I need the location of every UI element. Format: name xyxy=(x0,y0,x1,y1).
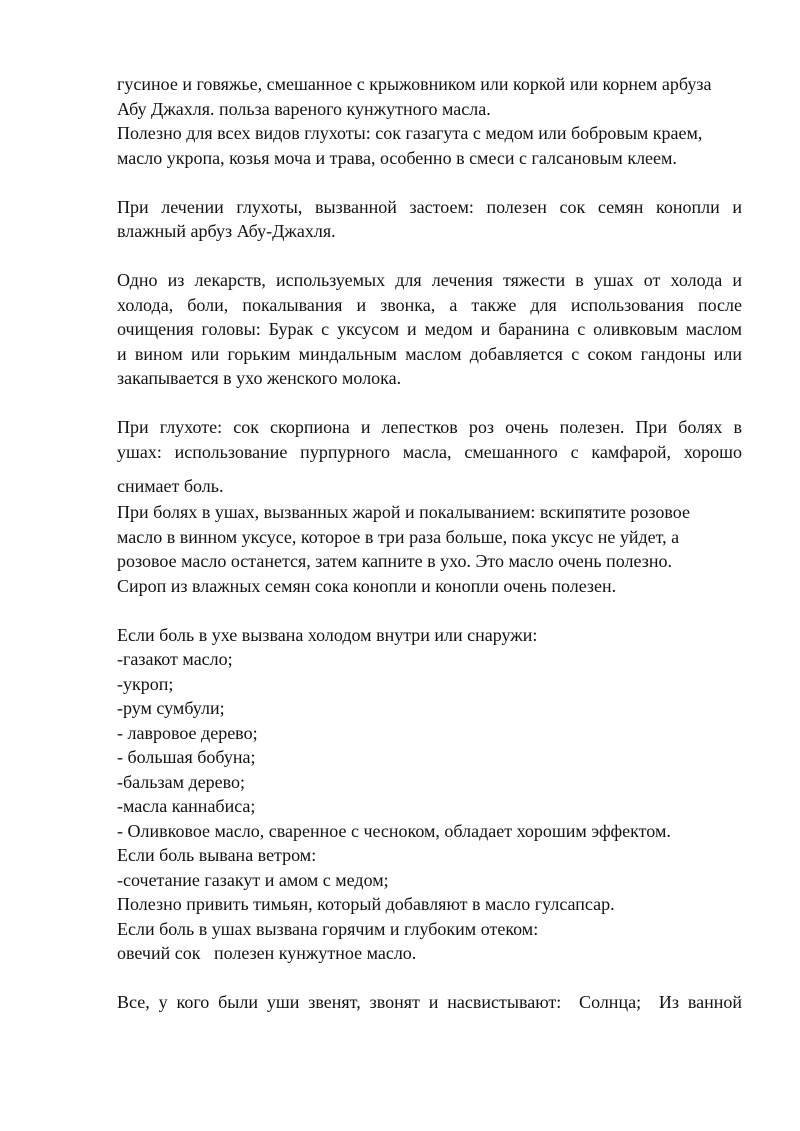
list-item: - большая бобуна; xyxy=(117,747,256,767)
text-line: и вином или горьким миндальным маслом добавляется с соком гандоны или xyxy=(117,343,742,364)
text-line: Одно из лекарств, используемых для лечения тяжести в ушах от холода и xyxy=(117,270,742,290)
list-item: -укроп; xyxy=(117,673,174,694)
text-line: влажный арбуз Абу-Джахля. xyxy=(117,221,336,241)
text-line: Если боль в ухе вызвана холодом внутри или снаружи: xyxy=(117,624,538,645)
text-line: Полезно для всех видов глухоты: сок газагута с медом или бобровым краем, xyxy=(117,123,703,143)
text-line: закапывается в ухо женского молока. xyxy=(117,368,402,388)
paragraph-4 xyxy=(117,415,742,598)
list-item: -сочетание газакут и амом с медом; xyxy=(117,869,389,890)
text-line: холода, боли, покалывания и звонка, а также для использования после xyxy=(117,294,742,315)
paragraph-2 xyxy=(117,195,742,244)
list-item: -газакот масло; xyxy=(117,649,233,669)
paragraph-3 xyxy=(117,268,742,391)
paragraph-5 xyxy=(117,623,742,966)
paragraph-1 xyxy=(117,72,742,170)
list-item: -бальзам дерево; xyxy=(117,771,245,792)
text-line: Абу Джахля. польза вареного кунжутного масла. xyxy=(117,98,491,119)
list-item: -масла каннабиса; xyxy=(117,796,256,816)
text-line: При глухоте: сок скорпиона и лепестков роз очень полезен. При болях в xyxy=(117,417,742,437)
text-line: При болях в ушах, вызванных жарой и покалыванием: вскипятите розовое xyxy=(117,502,691,522)
text-line: Сироп из влажных семян сока конопли и конопли очень полезен. xyxy=(117,575,617,596)
text-line: очищения головы: Бурак с уксусом и медом и баранина с оливковым маслом xyxy=(117,319,742,339)
list-item: -рум сумбули; xyxy=(117,698,225,718)
text-line: розовое масло останется, затем капните в ухо. Это масло очень полезно. xyxy=(117,551,672,571)
document-page xyxy=(117,72,742,1015)
text-line: Если боль вывана ветром: xyxy=(117,845,317,865)
list-item: - лавровое дерево; xyxy=(117,722,258,743)
text-line: масло укропа, козья моча и трава, особенно в смеси с галсановым клеем. xyxy=(117,147,677,168)
text-line: Если боль в ушах вызвана горячим и глубоким отеком: xyxy=(117,918,539,939)
text-line: Полезно привить тимьян, который добавляют в масло гулсапсар. xyxy=(117,894,615,914)
text-line: При лечении глухоты, вызванной застоем: полезен сок семян конопли и xyxy=(117,196,742,217)
text-line: овечий сок полезен кунжутное масло. xyxy=(117,943,417,963)
paragraph-6 xyxy=(117,990,742,1015)
text-line: ушах: использование пурпурного масла, смешанного с камфарой, хорошо xyxy=(117,441,742,462)
text-line: снимает боль. xyxy=(117,476,224,496)
text-line: масло в винном уксусе, которое в три раза больше, пока уксус не уйдет, а xyxy=(117,526,680,547)
text-line: Все, у кого были уши звенят, звонят и насвистывают: Солнца; Из ванной xyxy=(117,992,742,1012)
list-item: - Оливковое масло, сваренное с чесноком, обладает хорошим эффектом. xyxy=(117,820,671,841)
text-line: гусиное и говяжье, смешанное с крыжовником или коркой или корнем арбуза xyxy=(117,74,712,94)
